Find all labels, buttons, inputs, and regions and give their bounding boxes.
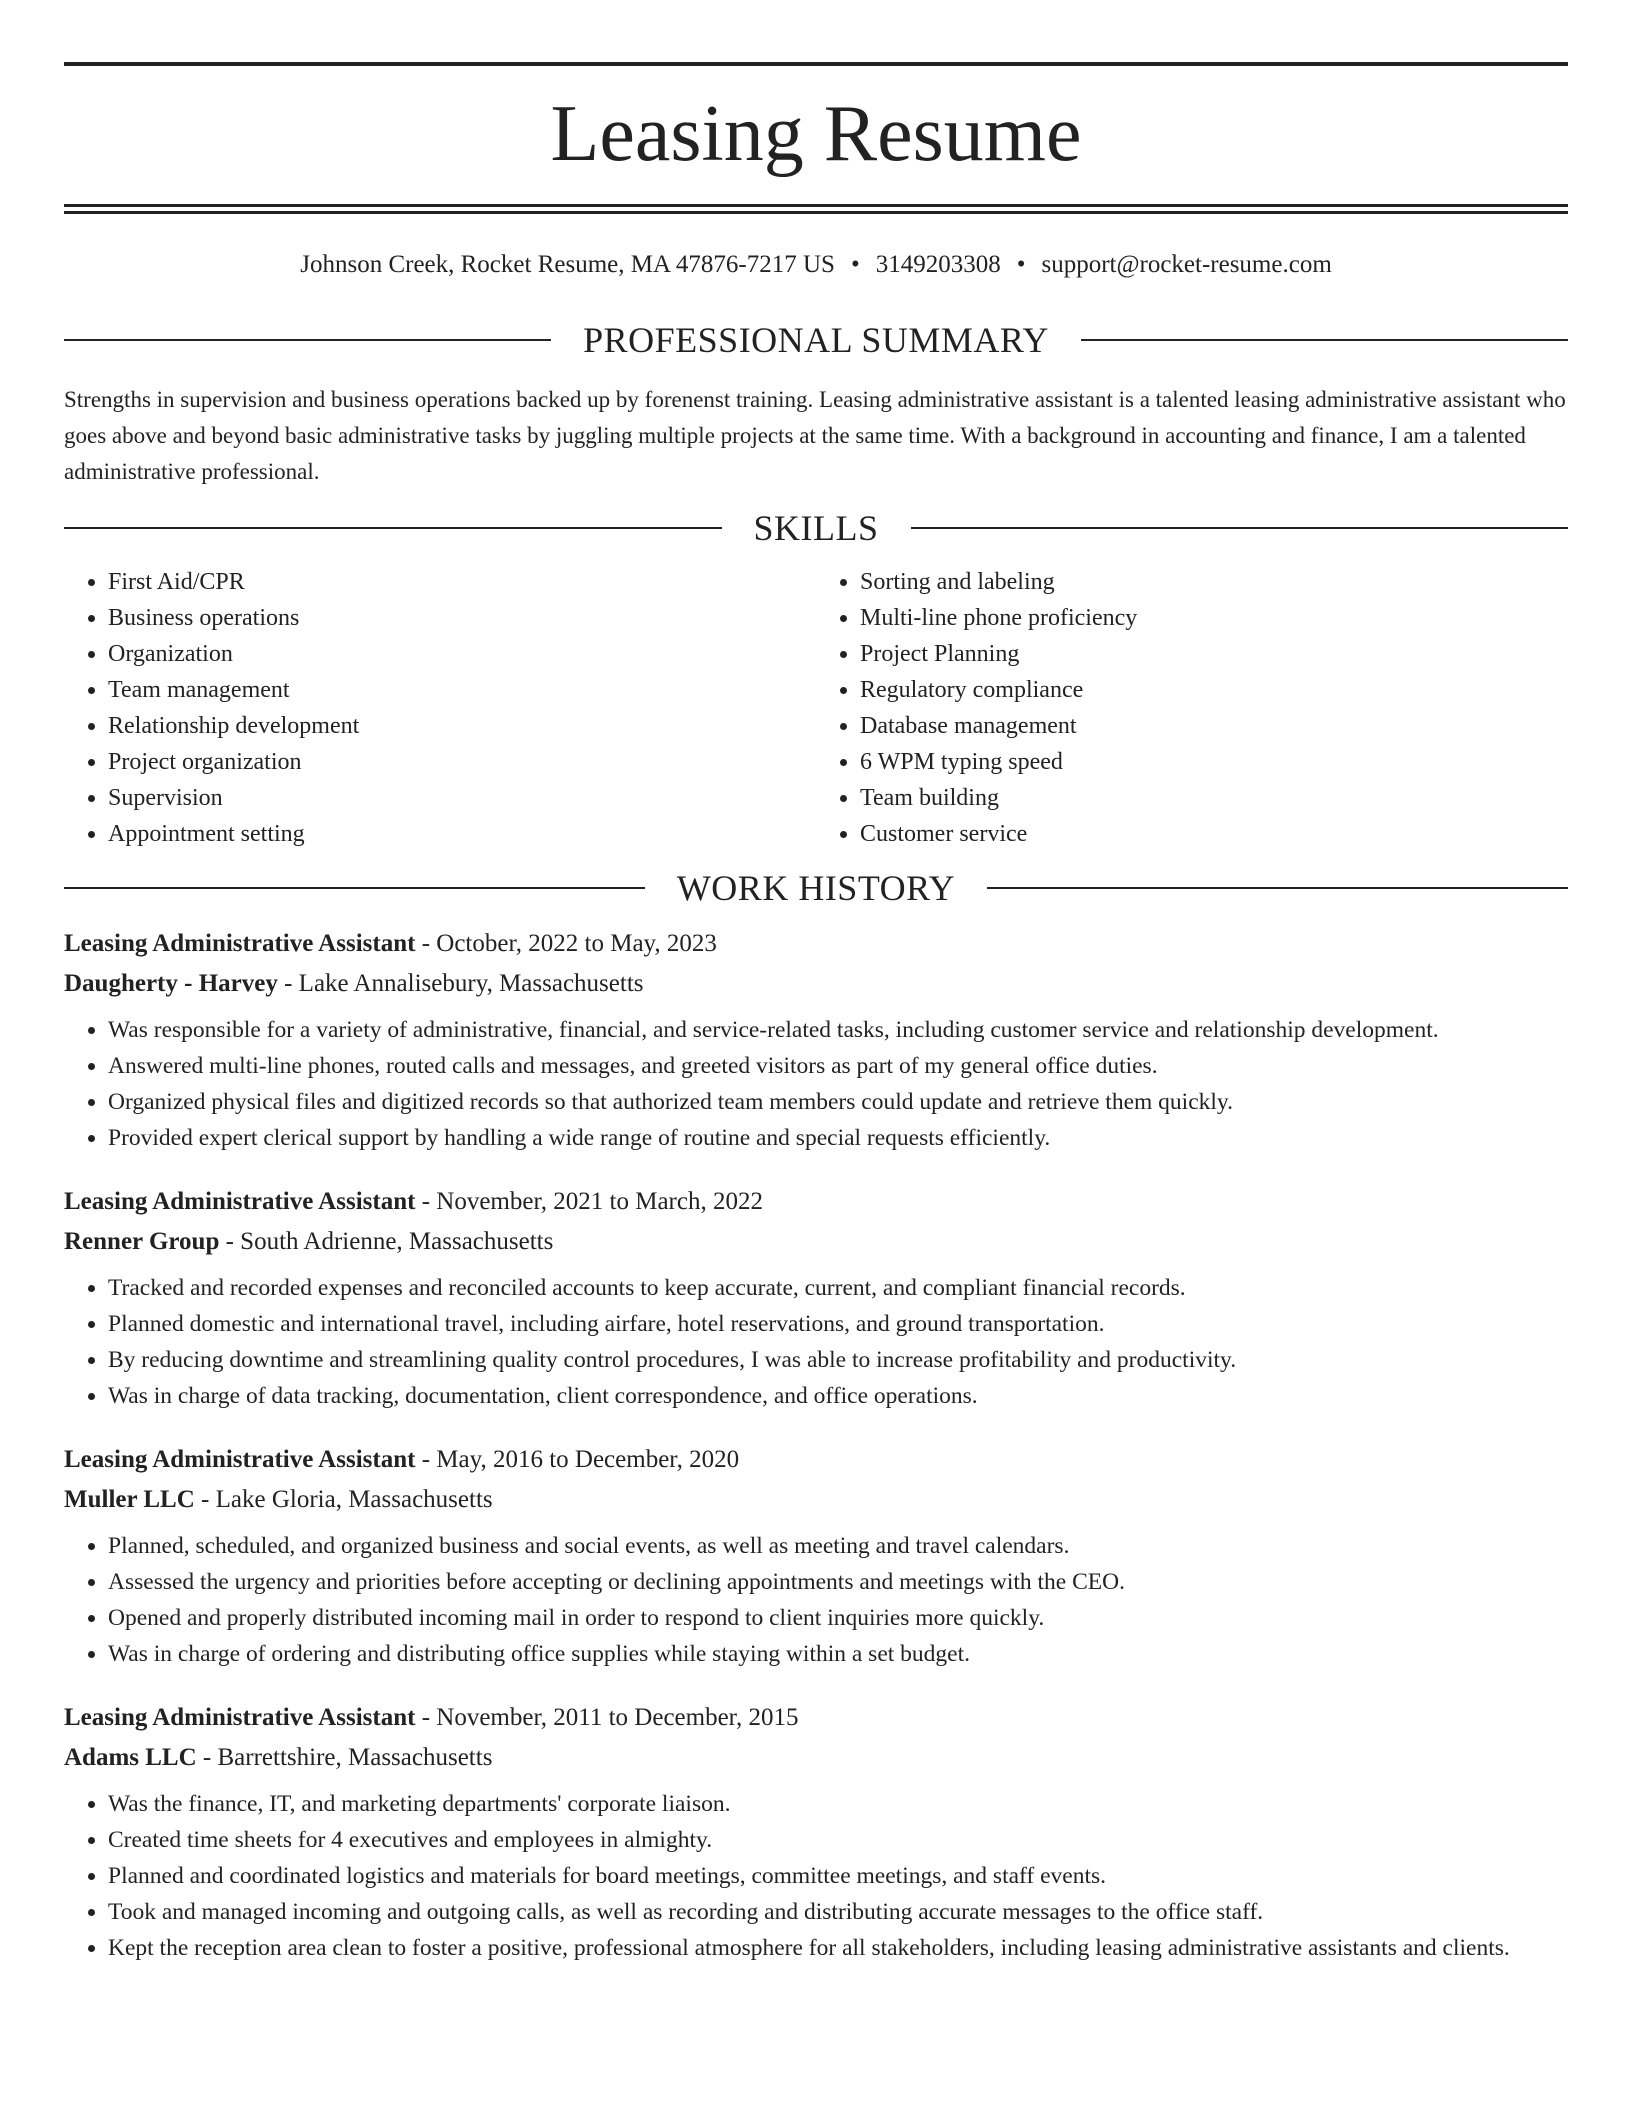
job-dates: - October, 2022 to May, 2023 xyxy=(421,930,717,957)
job-title-line xyxy=(64,924,1568,964)
skill-item: • Project organization xyxy=(108,744,816,780)
duty-item: • Opened and properly distributed incoming mail in order to respond to client inquiries more quickly. xyxy=(108,1600,1568,1636)
skill-item: • 6 WPM typing speed xyxy=(860,744,1568,780)
skill-item: • Database management xyxy=(860,708,1568,744)
job-title: Leasing Administrative Assistant xyxy=(64,930,416,957)
heading-rule-right xyxy=(1081,339,1568,341)
job-company-line xyxy=(64,1222,1568,1262)
contact-address: Johnson Creek, Rocket Resume, MA 47876-7217 US xyxy=(300,251,835,278)
heading-rule-right xyxy=(911,527,1569,529)
skill-item: • Supervision xyxy=(108,780,816,816)
contact-line xyxy=(64,250,1568,280)
skill-item: • Team building xyxy=(860,780,1568,816)
job-entry xyxy=(64,1698,1568,1966)
summary-heading xyxy=(64,320,1568,360)
job-company: Daugherty - Harvey xyxy=(64,970,278,997)
duty-item: • Kept the reception area clean to foster a positive, professional atmosphere for all stakeholders, including leasing administrative assistants and clients. xyxy=(108,1930,1568,1966)
job-entry xyxy=(64,924,1568,1156)
summary-heading-label: PROFESSIONAL SUMMARY xyxy=(583,320,1049,360)
skills-list xyxy=(64,564,1568,852)
job-duties xyxy=(64,1786,1568,1966)
duty-item: • Planned and coordinated logistics and materials for board meetings, committee meetings, and staff events. xyxy=(108,1858,1568,1894)
job-duties xyxy=(64,1012,1568,1156)
heading-rule-right xyxy=(987,887,1568,889)
job-title: Leasing Administrative Assistant xyxy=(64,1704,416,1731)
contact-phone: 3149203308 xyxy=(875,251,1001,278)
duty-item: • Tracked and recorded expenses and reconciled accounts to keep accurate, current, and compliant financial records. xyxy=(108,1270,1568,1306)
duty-item: • Assessed the urgency and priorities before accepting or declining appointments and meetings with the CEO. xyxy=(108,1564,1568,1600)
page-title: Leasing Resume xyxy=(550,90,1082,178)
skills-heading-label: SKILLS xyxy=(753,508,879,548)
job-location: - Lake Annalisebury, Massachusetts xyxy=(284,970,644,997)
job-location: - Barrettshire, Massachusetts xyxy=(202,1744,493,1771)
heading-rule-left xyxy=(64,887,645,889)
job-title: Leasing Administrative Assistant xyxy=(64,1188,416,1215)
skill-item: • Sorting and labeling xyxy=(860,564,1568,600)
job-title-line xyxy=(64,1698,1568,1738)
skill-item: • Project Planning xyxy=(860,636,1568,672)
skill-item: • Multi-line phone proficiency xyxy=(860,600,1568,636)
duty-item: • Planned, scheduled, and organized business and social events, as well as meeting and travel calendars. xyxy=(108,1528,1568,1564)
duty-item: • Created time sheets for 4 executives and employees in almighty. xyxy=(108,1822,1568,1858)
job-entry xyxy=(64,1440,1568,1672)
contact-separator: • xyxy=(1016,251,1026,278)
job-company-line xyxy=(64,1480,1568,1520)
job-dates: - November, 2011 to December, 2015 xyxy=(421,1704,799,1731)
skill-item: • Regulatory compliance xyxy=(860,672,1568,708)
skills-column-right xyxy=(816,564,1568,852)
skill-item: • Relationship development xyxy=(108,708,816,744)
skill-item: • Organization xyxy=(108,636,816,672)
title-double-rule xyxy=(64,204,1568,214)
job-title: Leasing Administrative Assistant xyxy=(64,1446,416,1473)
duty-item: • Took and managed incoming and outgoing calls, as well as recording and distributing accurate messages to the office staff. xyxy=(108,1894,1568,1930)
heading-rule-left xyxy=(64,339,551,341)
contact-separator: • xyxy=(850,251,860,278)
skill-item: • Team management xyxy=(108,672,816,708)
job-title-line xyxy=(64,1182,1568,1222)
skill-item: • First Aid/CPR xyxy=(108,564,816,600)
job-company-line xyxy=(64,964,1568,1004)
duty-item: • Was the finance, IT, and marketing departments' corporate liaison. xyxy=(108,1786,1568,1822)
duty-item: • Answered multi-line phones, routed calls and messages, and greeted visitors as part of my general office duties. xyxy=(108,1048,1568,1084)
skills-heading xyxy=(64,508,1568,548)
job-location: - South Adrienne, Massachusetts xyxy=(225,1228,554,1255)
job-company: Muller LLC xyxy=(64,1486,195,1513)
job-title-line xyxy=(64,1440,1568,1480)
job-entry xyxy=(64,1182,1568,1414)
work-heading xyxy=(64,868,1568,908)
job-duties xyxy=(64,1528,1568,1672)
job-company: Adams LLC xyxy=(64,1744,197,1771)
job-company-line xyxy=(64,1738,1568,1778)
heading-rule-left xyxy=(64,527,722,529)
job-company: Renner Group xyxy=(64,1228,220,1255)
work-heading-label: WORK HISTORY xyxy=(676,868,956,908)
duty-item: • Was responsible for a variety of administrative, financial, and service-related tasks, including customer service and relationship development. xyxy=(108,1012,1568,1048)
job-duties xyxy=(64,1270,1568,1414)
skill-item: • Appointment setting xyxy=(108,816,816,852)
contact-email: support@rocket-resume.com xyxy=(1041,251,1332,278)
duty-item: • Was in charge of ordering and distributing office supplies while staying within a set budget. xyxy=(108,1636,1568,1672)
duty-item: • Provided expert clerical support by handling a wide range of routine and special requests efficiently. xyxy=(108,1120,1568,1156)
skill-item: • Customer service xyxy=(860,816,1568,852)
job-dates: - November, 2021 to March, 2022 xyxy=(421,1188,763,1215)
summary-text: Strengths in supervision and business operations backed up by forenenst training. Leasing administrative assistant is a talented leasing administrative assistant who goes above and beyond basic administrative tasks by juggling multiple projects at the same time. With a background in accounting and finance, I am a talented administrative professional. xyxy=(64,387,1566,484)
job-dates: - May, 2016 to December, 2020 xyxy=(421,1446,740,1473)
duty-item: • Planned domestic and international travel, including airfare, hotel reservations, and ground transportation. xyxy=(108,1306,1568,1342)
duty-item: • Organized physical files and digitized records so that authorized team members could update and retrieve them quickly. xyxy=(108,1084,1568,1120)
duty-item: • Was in charge of data tracking, documentation, client correspondence, and office operations. xyxy=(108,1378,1568,1414)
job-location: - Lake Gloria, Massachusetts xyxy=(201,1486,493,1513)
skill-item: • Business operations xyxy=(108,600,816,636)
duty-item: • By reducing downtime and streamlining quality control procedures, I was able to increase profitability and productivity. xyxy=(108,1342,1568,1378)
resume-content xyxy=(64,0,1568,1966)
skills-column-left xyxy=(64,564,816,852)
